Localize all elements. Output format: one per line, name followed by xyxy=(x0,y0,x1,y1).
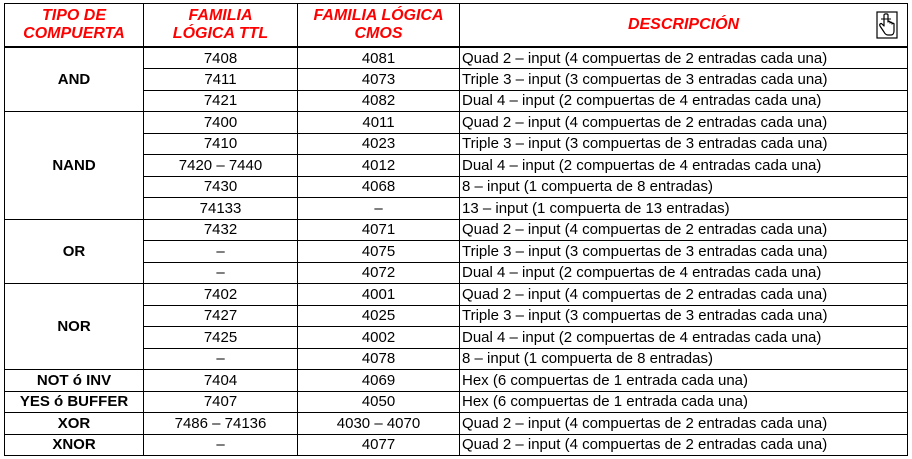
ttl-family-cell: 7407 xyxy=(144,391,298,413)
table-row xyxy=(5,284,908,306)
ttl-family-cell: 7408 xyxy=(144,47,298,69)
ttl-family-cell: 7402 xyxy=(144,284,298,306)
gate-type-cell: OR xyxy=(5,219,144,284)
cmos-family-cell: 4069 xyxy=(298,370,460,392)
ttl-family-cell: 7430 xyxy=(144,176,298,198)
ttl-family-cell: 7411 xyxy=(144,69,298,91)
hand-pointer-icon xyxy=(876,11,898,39)
header-description xyxy=(460,4,908,48)
gate-type-cell: AND xyxy=(5,47,144,112)
header-ttl-line1: FAMILIA xyxy=(188,7,253,24)
table-row xyxy=(5,219,908,241)
description-cell: Quad 2 – input (4 compuertas de 2 entradas cada una) xyxy=(460,219,908,241)
cmos-family-cell: 4023 xyxy=(298,133,460,155)
ttl-family-cell: 7427 xyxy=(144,305,298,327)
ttl-family-cell: 7421 xyxy=(144,90,298,112)
header-gate-type-line2: COMPUERTA xyxy=(23,25,125,42)
table-row xyxy=(5,370,908,392)
header-ttl-family xyxy=(144,4,298,48)
ttl-family-cell: 7420 – 7440 xyxy=(144,155,298,177)
description-cell: Triple 3 – input (3 compuertas de 3 entradas cada una) xyxy=(460,241,908,263)
table-row xyxy=(5,434,908,456)
description-cell: Dual 4 – input (2 compuertas de 4 entradas cada una) xyxy=(460,262,908,284)
gate-type-cell: XOR xyxy=(5,413,144,435)
header-description-label: DESCRIPCIÓN xyxy=(627,16,740,33)
description-cell: 8 – input (1 compuerta de 8 entradas) xyxy=(460,176,908,198)
cmos-family-cell: 4011 xyxy=(298,112,460,134)
description-cell: Dual 4 – input (2 compuertas de 4 entradas cada una) xyxy=(460,90,908,112)
ttl-family-cell: 7410 xyxy=(144,133,298,155)
header-gate-type-line1: TIPO DE xyxy=(41,7,106,24)
gate-type-cell: XNOR xyxy=(5,434,144,456)
gate-type-cell: NOT ó INV xyxy=(5,370,144,392)
cmos-family-cell: 4001 xyxy=(298,284,460,306)
cmos-family-cell: 4073 xyxy=(298,69,460,91)
header-cmos-line2: CMOS xyxy=(354,25,403,42)
description-cell: Quad 2 – input (4 compuertas de 2 entradas cada una) xyxy=(460,47,908,69)
description-cell: Triple 3 – input (3 compuertas de 3 entradas cada una) xyxy=(460,69,908,91)
table-row xyxy=(5,391,908,413)
ttl-family-cell: – xyxy=(144,241,298,263)
cmos-family-cell: 4078 xyxy=(298,348,460,370)
cmos-family-cell: 4077 xyxy=(298,434,460,456)
table-row xyxy=(5,47,908,69)
table-row xyxy=(5,413,908,435)
cmos-family-cell: 4025 xyxy=(298,305,460,327)
cmos-family-cell: 4081 xyxy=(298,47,460,69)
cmos-family-cell: 4075 xyxy=(298,241,460,263)
description-cell: Quad 2 – input (4 compuertas de 2 entradas cada una) xyxy=(460,413,908,435)
ttl-family-cell: 74133 xyxy=(144,198,298,220)
ttl-family-cell: 7425 xyxy=(144,327,298,349)
description-cell: Triple 3 – input (3 compuertas de 3 entradas cada una) xyxy=(460,133,908,155)
cmos-family-cell: 4050 xyxy=(298,391,460,413)
ttl-family-cell: 7486 – 74136 xyxy=(144,413,298,435)
description-cell: 8 – input (1 compuerta de 8 entradas) xyxy=(460,348,908,370)
ttl-family-cell: – xyxy=(144,434,298,456)
description-cell: Dual 4 – input (2 compuertas de 4 entradas cada una) xyxy=(460,327,908,349)
header-gate-type xyxy=(5,4,144,48)
header-cmos-line1: FAMILIA LÓGICA xyxy=(313,7,444,24)
cmos-family-cell: – xyxy=(298,198,460,220)
header-cmos-family xyxy=(298,4,460,48)
description-cell: Quad 2 – input (4 compuertas de 2 entradas cada una) xyxy=(460,112,908,134)
cmos-family-cell: 4068 xyxy=(298,176,460,198)
gate-type-cell: YES ó BUFFER xyxy=(5,391,144,413)
cmos-family-cell: 4012 xyxy=(298,155,460,177)
ttl-family-cell: 7432 xyxy=(144,219,298,241)
description-cell: Quad 2 – input (4 compuertas de 2 entradas cada una) xyxy=(460,284,908,306)
cmos-family-cell: 4072 xyxy=(298,262,460,284)
cmos-family-cell: 4082 xyxy=(298,90,460,112)
ttl-family-cell: 7400 xyxy=(144,112,298,134)
gate-type-cell: NOR xyxy=(5,284,144,370)
description-cell: 13 – input (1 compuerta de 13 entradas) xyxy=(460,198,908,220)
cmos-family-cell: 4002 xyxy=(298,327,460,349)
table-body xyxy=(5,47,908,456)
gate-type-cell: NAND xyxy=(5,112,144,220)
ttl-family-cell: 7404 xyxy=(144,370,298,392)
description-cell: Hex (6 compuertas de 1 entrada cada una) xyxy=(460,391,908,413)
description-cell: Triple 3 – input (3 compuertas de 3 entradas cada una) xyxy=(460,305,908,327)
table-row xyxy=(5,112,908,134)
cmos-family-cell: 4030 – 4070 xyxy=(298,413,460,435)
description-cell: Hex (6 compuertas de 1 entrada cada una) xyxy=(460,370,908,392)
ttl-family-cell: – xyxy=(144,348,298,370)
ttl-family-cell: – xyxy=(144,262,298,284)
logic-gates-table xyxy=(4,3,908,456)
description-cell: Dual 4 – input (2 compuertas de 4 entradas cada una) xyxy=(460,155,908,177)
header-ttl-line2: LÓGICA TTL xyxy=(172,25,269,42)
cmos-family-cell: 4071 xyxy=(298,219,460,241)
description-cell: Quad 2 – input (4 compuertas de 2 entradas cada una) xyxy=(460,434,908,456)
header-row xyxy=(5,4,908,48)
